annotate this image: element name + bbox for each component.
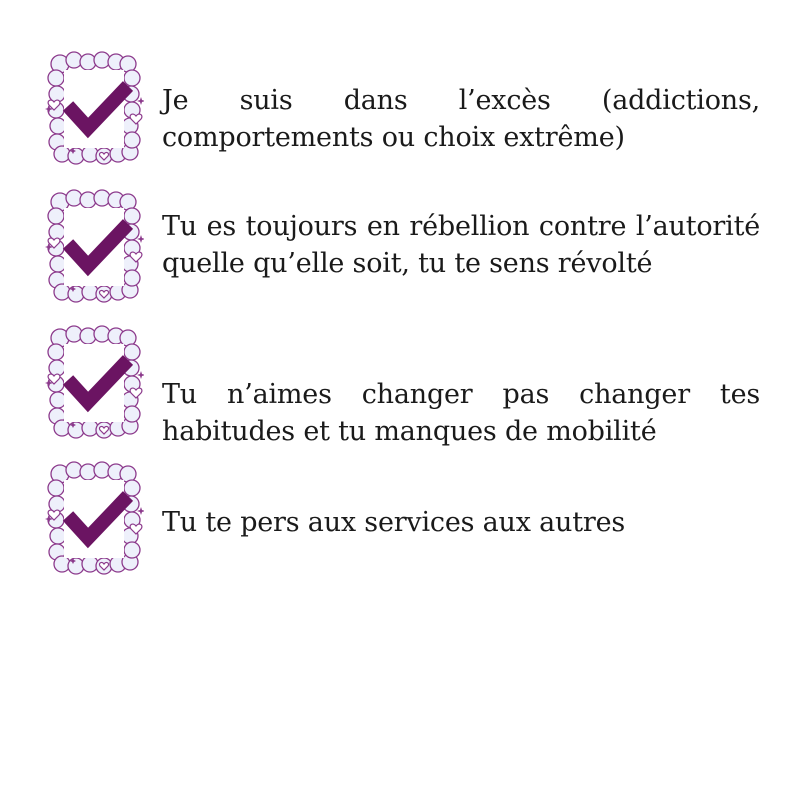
item-text: Je suis dans l’excès (addictions, comportements ou choix extrême) — [162, 85, 760, 153]
cloud-frame-checkbox-icon[interactable] — [44, 188, 144, 304]
cloud-frame-checkbox-icon[interactable] — [44, 460, 144, 576]
item-text: Tu es toujours en rébellion contre l’autorité quelle qu’elle soit, tu te sens révolté — [162, 211, 760, 279]
cloud-frame-checkbox-icon[interactable] — [44, 324, 144, 440]
item-text: Tu te pers aux services aux autres — [162, 507, 626, 538]
item-text: Tu n’aimes changer pas changer tes habitudes et tu manques de mobilité — [162, 379, 760, 447]
cloud-frame-checkbox-icon[interactable] — [44, 50, 144, 166]
